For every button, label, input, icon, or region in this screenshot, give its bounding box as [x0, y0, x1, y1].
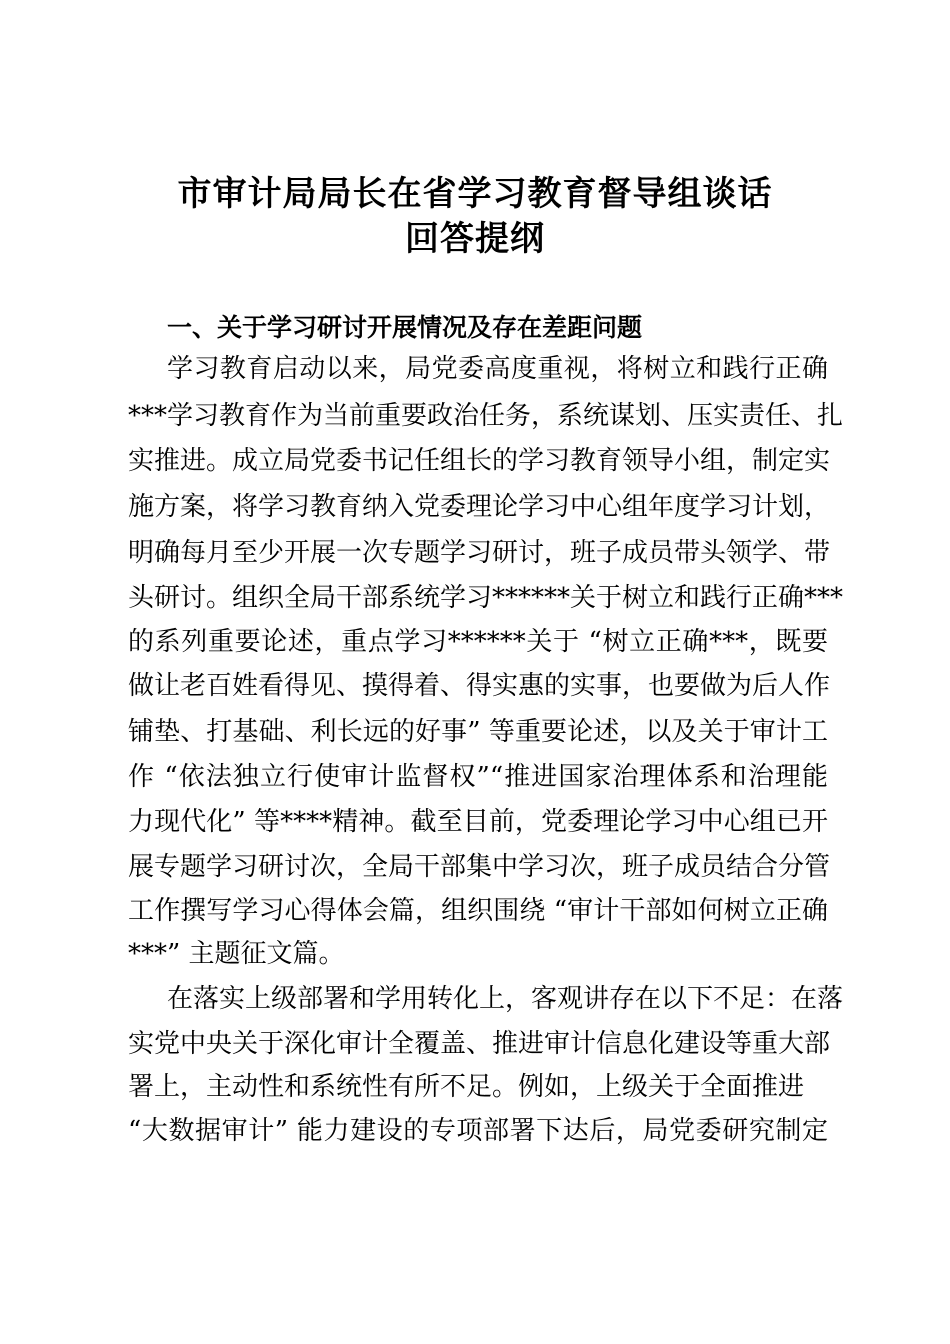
paragraph-1-line: 做让老百姓看得见、摸得着、得实惠的实事，也要做为后人作 [128, 671, 831, 701]
paragraph-1-line: 头研讨。组织全局干部系统学习******关于树立和践行正确*** [128, 583, 844, 613]
paragraph-2-line: 实党中央关于深化审计全覆盖、推进审计信息化建设等重大部 [128, 1029, 831, 1059]
paragraph-1-line: 作 “依法独立行使审计监督权”“推进国家治理体系和治理能 [128, 762, 828, 792]
paragraph-1-line: 实推进。成立局党委书记任组长的学习教育领导小组，制定实 [128, 446, 831, 476]
paragraph-2-line: 署上，主动性和系统性有所不足。例如，上级关于全面推进 [128, 1072, 805, 1102]
paragraph-1-line: 力现代化” 等****精神。截至目前，党委理论学习中心组已开 [128, 807, 828, 837]
paragraph-1-line: 铺垫、打基础、利长远的好事” 等重要论述，以及关于审计工 [128, 717, 828, 747]
paragraph-1-line: 施方案，将学习教育纳入党委理论学习中心组年度学习计划， [128, 492, 831, 522]
paragraph-2-line: 在落实上级部署和学用转化上，客观讲存在以下不足：在落 [167, 984, 844, 1014]
section-heading: 一、关于学习研讨开展情况及存在差距问题 [167, 313, 643, 342]
paragraph-2-line: “大数据审计” 能力建设的专项部署下达后，局党委研究制定 [128, 1116, 828, 1146]
document-title-line-1: 市审计局局长在省学习教育督导组谈话 [177, 174, 773, 214]
document-title-line-2: 回答提纲 [405, 219, 545, 259]
paragraph-1-line: 的系列重要论述，重点学习******关于 “树立正确***，既要 [128, 627, 828, 657]
paragraph-1-line: 工作撰写学习心得体会篇，组织围绕 “审计干部如何树立正确 [128, 896, 828, 926]
paragraph-1-line: ***” 主题征文篇。 [128, 939, 345, 969]
paragraph-1-line: 学习教育启动以来，局党委高度重视，将树立和践行正确 [167, 354, 828, 384]
paragraph-1-line: ***学习教育作为当前重要政治任务，系统谋划、压实责任、扎 [128, 401, 844, 431]
paragraph-1-line: 展专题学习研讨次，全局干部集中学习次，班子成员结合分管 [128, 852, 831, 882]
paragraph-1-line: 明确每月至少开展一次专题学习研讨，班子成员带头领学、带 [128, 538, 831, 568]
